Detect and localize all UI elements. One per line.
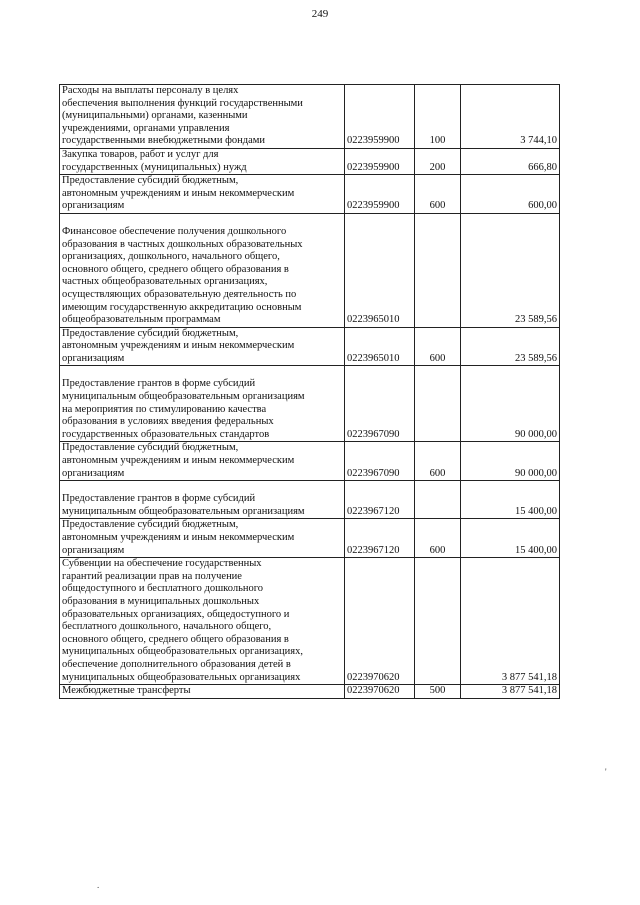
row-amount: 3 877 541,18 [461, 685, 560, 699]
row-expense-type: 600 [415, 327, 461, 366]
row-description [60, 213, 345, 327]
row-amount: 23 589,56 [461, 213, 560, 327]
row-amount: 90 000,00 [461, 442, 560, 481]
row-amount: 23 589,56 [461, 327, 560, 366]
row-spacer [62, 214, 342, 226]
row-code: 0223967120 [345, 481, 415, 519]
row-description-text: Предоставление грантов в форме субсидий муниципальным общеобразовательным организациям [62, 493, 305, 517]
row-code: 0223967090 [345, 366, 415, 442]
table-row [60, 685, 560, 699]
row-spacer [62, 481, 342, 493]
row-code: 0223959900 [345, 175, 415, 214]
row-expense-type [415, 366, 461, 442]
row-description-text: Финансовое обеспечение получения дошкольного образования в частных дошкольных образовательных организациях, дошкольного, начального общего, основного общего, среднего общего образования в частных общеобразовательных организациях, осуществляющих образовательную деятельность по имеющим государственную аккредитацию основным общеобразовательным программам [62, 225, 303, 326]
table-row [60, 327, 560, 366]
table-row [60, 481, 560, 519]
row-code: 0223967120 [345, 519, 415, 558]
table-row [60, 519, 560, 558]
budget-table [59, 84, 560, 699]
row-expense-type: 100 [415, 85, 461, 149]
row-description: Предоставление субсидий бюджетным, автономным учреждениям и иным некоммерческим организациям [60, 175, 345, 214]
table-row [60, 175, 560, 214]
row-code: 0223959900 [345, 148, 415, 174]
row-code: 0223970620 [345, 558, 415, 685]
row-description: Межбюджетные трансферты [60, 685, 345, 699]
row-expense-type [415, 558, 461, 685]
row-code: 0223965010 [345, 213, 415, 327]
row-description: Закупка товаров, работ и услуг для государственных (муниципальных) нужд [60, 148, 345, 174]
row-amount: 90 000,00 [461, 366, 560, 442]
table-row [60, 366, 560, 442]
row-description: Субвенции на обеспечение государственных гарантий реализации прав на получение общедоступного и бесплатного дошкольного образования в муниципальных дошкольных образовательных организациях, общедоступного и бесплатного дошкольного, начального общего, основного общего, среднего общего образования в муниципальных общеобразовательных организациях, обеспечение дополнительного образования детей в муниципальных общеобразовательных организациях [60, 558, 345, 685]
row-amount: 600,00 [461, 175, 560, 214]
table-row [60, 85, 560, 149]
row-code: 0223959900 [345, 85, 415, 149]
row-expense-type: 200 [415, 148, 461, 174]
row-description: Предоставление субсидий бюджетным, автономным учреждениям и иным некоммерческим организациям [60, 442, 345, 481]
row-expense-type: 600 [415, 519, 461, 558]
scan-mark: . [97, 880, 100, 890]
row-amount: 3 877 541,18 [461, 558, 560, 685]
page-number: 249 [311, 8, 329, 20]
table-row [60, 442, 560, 481]
row-description-text: Предоставление грантов в форме субсидий муниципальным общеобразовательным организациям на мероприятия по стимулированию качества образования в условиях введения федеральных государственных образовательных стандартов [62, 378, 305, 440]
table-row [60, 148, 560, 174]
row-expense-type: 600 [415, 442, 461, 481]
row-code: 0223965010 [345, 327, 415, 366]
row-code: 0223970620 [345, 685, 415, 699]
row-amount: 3 744,10 [461, 85, 560, 149]
table-row [60, 558, 560, 685]
row-expense-type [415, 481, 461, 519]
row-amount: 15 400,00 [461, 481, 560, 519]
row-amount: 15 400,00 [461, 519, 560, 558]
row-description: Предоставление субсидий бюджетным, автономным учреждениям и иным некоммерческим организациям [60, 519, 345, 558]
row-expense-type: 500 [415, 685, 461, 699]
row-expense-type [415, 213, 461, 327]
row-description: Предоставление субсидий бюджетным, автономным учреждениям и иным некоммерческим организациям [60, 327, 345, 366]
row-description [60, 366, 345, 442]
scan-mark: ' [605, 767, 607, 777]
row-spacer [62, 366, 342, 378]
table-row [60, 213, 560, 327]
row-description: Расходы на выплаты персоналу в целях обеспечения выполнения функций государственными (муниципальными) органами, казенными учреждениями, органами управления государственными внебюджетными фондами [60, 85, 345, 149]
row-code: 0223967090 [345, 442, 415, 481]
row-expense-type: 600 [415, 175, 461, 214]
row-description [60, 481, 345, 519]
row-amount: 666,80 [461, 148, 560, 174]
